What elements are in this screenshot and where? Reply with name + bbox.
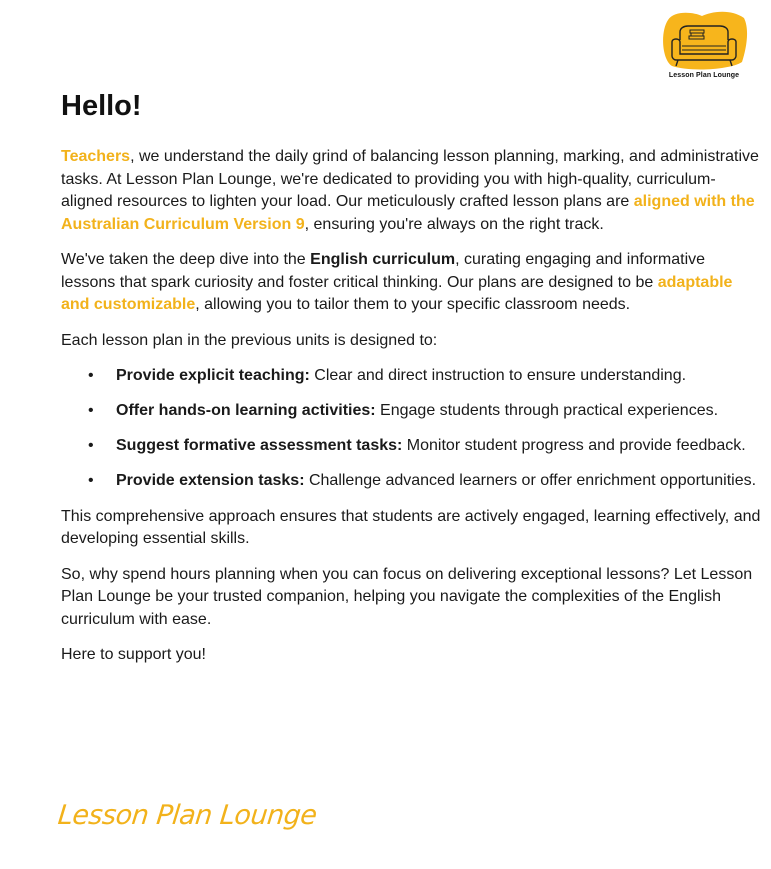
highlight-adaptable: adaptable and customizable [61,273,733,313]
intro-paragraph: Teachers, we understand the daily grind of balancing lesson planning, marking, and administrative tasks. At Lesson Plan Lounge, we're dedicated to providing you with high-quality, curriculum-aligned resources to lighten your load. Our meticulously crafted lesson plans are aligned with the Australian Curriculum Version 9, ensuring you're always on the right track. [61,148,759,233]
list-intro: Each lesson plan in the previous units is designed to: [61,331,438,349]
list-item: • Provide explicit teaching: Clear and direct instruction to ensure understanding. [61,365,761,388]
features-list [61,365,761,493]
signature: Lesson Plan Lounge [56,800,319,831]
sign-off: Here to support you! [61,646,206,663]
highlight-curriculum-version: aligned with the Australian Curriculum Version 9 [61,193,755,233]
closing-paragraph: So, why spend hours planning when you can focus on delivering exceptional lessons? Let Lesson Plan Lounge be your trusted companion, helping you navigate the complexities of the English curriculum with ease. [61,565,753,628]
english-curriculum-bold: English curriculum [310,251,456,268]
letter-body [61,88,761,680]
brand-logo [658,10,750,82]
list-item: • Suggest formative assessment tasks: Monitor student progress and provide feedback. [61,435,761,458]
approach-paragraph: This comprehensive approach ensures that students are actively engaged, learning effectively, and developing essential skills. [61,507,761,547]
list-item: • Offer hands-on learning activities: Engage students through practical experiences. [61,400,761,423]
logo-text: Lesson Plan Lounge [668,72,740,79]
curriculum-paragraph: We've taken the deep dive into the English curriculum, curating engaging and informative lessons that spark curiosity and foster critical thinking. Our plans are designed to be adaptable and customizable, allowing you to tailor them to your specific classroom needs. [61,251,733,313]
highlight-teachers: Teachers [61,148,131,165]
couch-icon [660,10,748,72]
page-title: Hello! [61,90,142,122]
list-item: • Provide extension tasks: Challenge advanced learners or offer enrichment opportunities. [61,470,761,493]
